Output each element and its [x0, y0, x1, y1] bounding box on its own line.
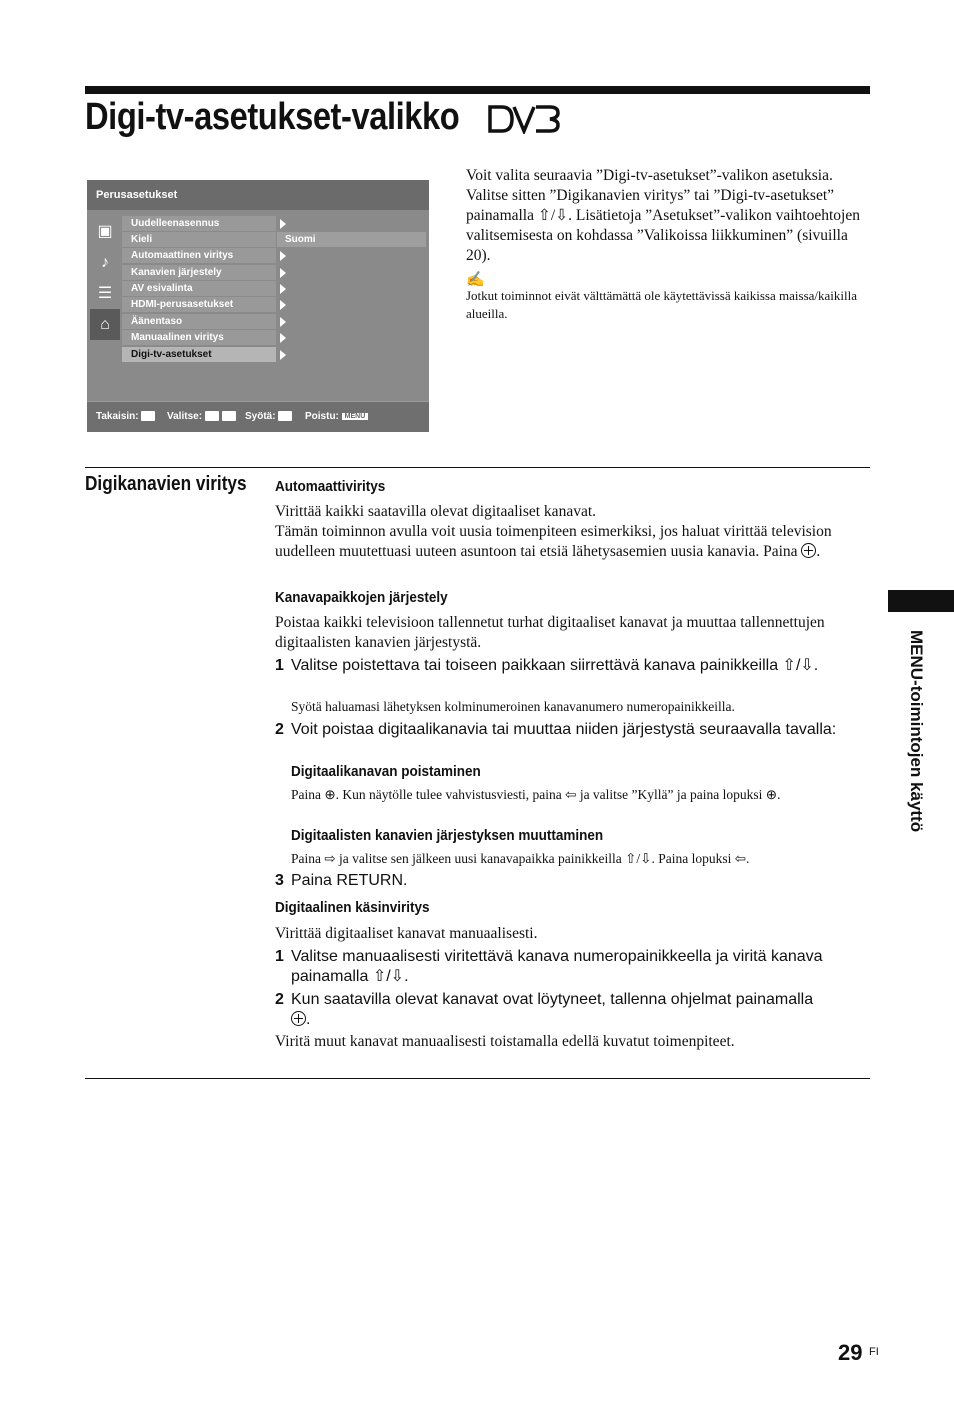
side-tab-marker	[888, 590, 954, 612]
menu-item-selected: Digi-tv-asetukset	[122, 347, 276, 362]
menu-item: AV esivalinta	[122, 281, 276, 296]
side-tab-label: MENU-toimintojen käyttö	[907, 630, 926, 833]
step: 2 Kun saatavilla olevat kanavat ovat löytyneet, tallenna ohjelmat painamalla .	[275, 991, 814, 1028]
paragraph: Viritä muut kanavat manuaalisesti toistamalla edellä kuvatut toimenpiteet.	[275, 1033, 735, 1050]
menu-item: Kanavien järjestely	[122, 265, 276, 280]
paragraph: Tämän toiminnon avulla voit uusia toimenpiteen esimerkiksi, jos haluat virittää television uudelleen muutettuasi uuteen asuntoon tai etsiä lähetysasemien uusia kanavia. Paina .	[275, 523, 832, 560]
step-note: Syötä haluamasi lähetyksen kolminumeroinen kanavanumero numeropainikkeilla.	[291, 699, 735, 714]
menu-item: Automaattinen viritys	[122, 248, 276, 263]
paragraph: Poistaa kaikki televisioon tallennetut turhat digitaaliset kanavat ja muuttaa tallennettujen digitaalisten kanavien järjestystä.	[275, 614, 825, 651]
note-pencil-icon: ✍	[466, 272, 485, 288]
subheading: Kanavapaikkojen järjestely	[275, 589, 448, 606]
menu-item: HDMI-perusasetukset	[122, 297, 276, 312]
subheading: Automaattiviritys	[275, 478, 386, 495]
sound-icon: ♪	[101, 254, 109, 271]
section-rule	[85, 467, 870, 468]
paragraph: Paina ⊕. Kun näytölle tulee vahvistusviesti, paina ⇦ ja valitse ”Kyllä” ja paina lopuksi ⊕.	[291, 787, 781, 802]
menu-value: Suomi	[277, 232, 426, 247]
paragraph: Virittää kaikki saatavilla olevat digitaaliset kanavat.	[275, 503, 597, 520]
enter-button-icon	[291, 1011, 306, 1026]
features-icon: ☰	[97, 285, 113, 302]
menu-screenshot	[87, 180, 429, 431]
page-number: 29	[838, 1340, 863, 1365]
step: 1 Valitse poistettava tai toiseen paikkaan siirrettävä kanava painikkeilla ⇧/⇩.	[275, 657, 819, 674]
page-title: Digi-tv-asetukset-valikko	[85, 96, 460, 138]
intro-text: Voit valita seuraavia ”Digi-tv-asetukset”-valikon asetuksia. Valitse sitten ”Digikanavien viritys” tai ”Digi-tv-asetukset” painamalla ⇧/⇩. Lisätietoja ”Asetukset”-valikon vaihtoehtojen valitsemisesta on kohdassa ”Valikoissa liikkuminen” (sivuilla 20).	[466, 167, 860, 264]
menu-header: Perusasetukset	[87, 180, 429, 210]
subheading: Digitaalinen käsinviritys	[275, 899, 430, 916]
paragraph: Paina ⇨ ja valitse sen jälkeen uusi kanavapaikka painikkeilla ⇧/⇩. Paina lopuksi ⇦.	[291, 851, 750, 866]
paragraph: Virittää digitaaliset kanavat manuaalisesti.	[275, 925, 538, 942]
subheading: Digitaalikanavan poistaminen	[291, 763, 481, 780]
step: 1 Valitse manuaalisesti viritettävä kanava numeropainikkeella ja viritä kanava painamalla ⇧/⇩.	[275, 948, 823, 985]
menu-icon-column	[90, 216, 120, 340]
menu-item: Manuaalinen viritys	[122, 330, 276, 345]
menu-item: Äänentaso	[122, 314, 276, 329]
dvb-logo-icon	[488, 104, 560, 134]
setup-icon: ⌂	[90, 309, 120, 340]
top-rule	[85, 86, 870, 94]
menu-item: Uudelleenasennus	[122, 216, 276, 231]
enter-button-icon	[801, 543, 816, 558]
step: 3 Paina RETURN.	[275, 872, 408, 889]
menu-footer: Takaisin: Valitse: Syötä: Poistu: MENU	[87, 401, 429, 432]
note-text: Jotkut toiminnot eivät välttämättä ole käytettävissä kaikissa maissa/kaikilla alueilla.	[466, 288, 857, 321]
bottom-rule	[85, 1078, 870, 1079]
subheading: Digitaalisten kanavien järjestyksen muuttaminen	[291, 827, 604, 844]
menu-item: Kieli	[122, 232, 276, 247]
page-language: FI	[869, 1346, 879, 1358]
step: 2 Voit poistaa digitaalikanavia tai muuttaa niiden järjestystä seuraavalla tavalla:	[275, 721, 837, 738]
section-heading: Digikanavien viritys	[85, 473, 247, 495]
picture-icon: ▣	[97, 223, 113, 240]
